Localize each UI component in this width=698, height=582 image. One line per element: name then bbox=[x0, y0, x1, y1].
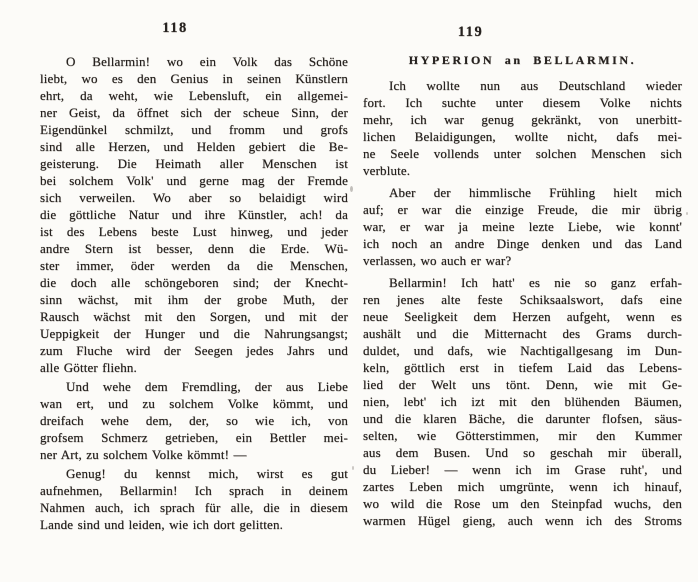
text-line: ich noch an andre Dinge denken und das Land bbox=[363, 236, 682, 251]
text-line: ren jenes alte feste Schiksaalswort, dafs eine bbox=[363, 292, 682, 307]
text-line: auf; er war die einzige Freude, die mir übrig bbox=[363, 202, 682, 217]
text-line: du Lieber! — wenn ich im Grase ruht', und bbox=[363, 462, 682, 477]
text-line: lichen Belaidigungen, wollte nicht, dafs mei- bbox=[363, 129, 682, 144]
text-line: aus dem Busen. Und so geschah mir überall, bbox=[363, 445, 682, 460]
text-line: sich verweilen. Wo aber so belaidigt wird bbox=[40, 190, 348, 205]
page-118 bbox=[40, 20, 348, 533]
text-line: ist des Lebens beste Lust hinweg, und jeder bbox=[40, 224, 348, 239]
text-line: liebt, wo es den Genius in seinen Künstlern bbox=[40, 71, 348, 86]
text-line: mehr, ich war genug gekränkt, von unerbitt- bbox=[363, 112, 682, 127]
text-line: und die klaren Bäche, die darunter flofsen, säus- bbox=[363, 411, 682, 426]
text-line: Nahmen auch, ich sprach für alle, die in diesem bbox=[40, 500, 348, 515]
text-line: aushält und die Mitternacht des Grams durch- bbox=[363, 326, 682, 341]
text-line: dreifach wehe dem, der, so wie ich, von bbox=[40, 413, 348, 428]
page-number-left: 118 bbox=[162, 20, 188, 36]
text-line: Eigendünkel schmilzt, und fromm und grofs bbox=[40, 122, 348, 137]
text-line: duldet, und dafs, wie Nachtigallgesang im Dun- bbox=[363, 343, 682, 358]
text-line: alle Götter fliehn. bbox=[40, 360, 137, 375]
paragraph bbox=[40, 53, 348, 376]
text-line: wo wild die Rose um den Steinpfad wuchs, den bbox=[363, 496, 682, 511]
text-line: sinn wächst, mit ihm der grobe Muth, der bbox=[40, 292, 348, 307]
text-line: Genug! du kennst mich, wirst es gut bbox=[66, 466, 348, 481]
text-line: ner Geist, da öffnet sich der scheue Sinn, der bbox=[40, 105, 348, 120]
section-heading: HYPERION an BELLARMIN. bbox=[408, 53, 637, 67]
text-line: die doch alle schöngeboren sind; der Knecht- bbox=[40, 275, 348, 290]
text-line: neue Seeligkeit dem Herzen aufgeht, wenn es bbox=[363, 309, 682, 324]
text-line: wan ert, und zu solchem Volke kömmt, und bbox=[40, 396, 348, 411]
text-line: grofsem Schmerz getrieben, ein Bettler mei- bbox=[40, 430, 348, 445]
paragraph bbox=[363, 184, 682, 269]
text-line: geisterung. Die Heimath aller Menschen ist bbox=[40, 156, 348, 171]
scan-speck bbox=[352, 466, 354, 470]
text-line: Bellarmin! Ich hatt' es nie so ganz erfah- bbox=[389, 275, 682, 290]
text-line: lied der Welt uns tönt. Denn, wie mit Ge- bbox=[363, 377, 682, 392]
text-line: ne Seele vollends unter solchen Menschen sich bbox=[363, 146, 682, 161]
scan-speck bbox=[350, 186, 353, 192]
paragraph bbox=[363, 274, 682, 529]
text-line: verblute. bbox=[363, 163, 411, 178]
text-line: bei solchem Volk' und gerne mag der Fremde bbox=[40, 173, 348, 188]
scan-speck bbox=[332, 338, 334, 340]
paragraph bbox=[40, 465, 348, 533]
text-line: ner Art, zu solchem Volke kömmt! — bbox=[40, 447, 247, 462]
text-line: selten, wie Götterstimmen, mir den Kummer bbox=[363, 428, 682, 443]
text-line: Lande sind und leiden, wie ich dort gelitten. bbox=[40, 517, 283, 532]
page-119-text bbox=[363, 77, 682, 529]
text-line: Aber der himmlische Frühling hielt mich bbox=[389, 185, 682, 200]
text-line: fort. Ich suchte unter diesem Volke nichts bbox=[363, 95, 682, 110]
text-line: verlassen, wo auch er war? bbox=[363, 253, 512, 268]
scan-speck bbox=[686, 212, 688, 215]
text-line: Ich wollte nun aus Deutschland wieder bbox=[389, 78, 682, 93]
text-line: nien, lebt' ich izt mit den blühenden Bäumen, bbox=[363, 394, 682, 409]
text-line: die göttliche Natur und ihre Künstler, ach! da bbox=[40, 207, 348, 222]
page-118-text bbox=[40, 53, 348, 533]
text-line: zartes Leben mich umgrünte, wenn ich hinauf, bbox=[363, 479, 682, 494]
page-119 bbox=[363, 24, 682, 529]
text-line: war, er war ja meine lezte Liebe, wie konnt' bbox=[363, 219, 682, 234]
text-line: aufnehmen, Bellarmin! Ich sprach in deinem bbox=[40, 483, 348, 498]
text-line: keln, göttlich erst in tiefem Laid das Lebens- bbox=[363, 360, 682, 375]
text-line: zum Fluche wird der Seegen jedes Jahrs und bbox=[40, 343, 348, 358]
text-line: ster immer, öder werden da die Menschen, bbox=[40, 258, 348, 273]
text-line: ehrt, da weht, wie Lebensluft, ein allgemei- bbox=[40, 88, 348, 103]
paragraph bbox=[40, 378, 348, 463]
text-line: sind alle Herzen, und Helden gebiert die Be- bbox=[40, 139, 348, 154]
text-line: O Bellarmin! wo ein Volk das Schöne bbox=[66, 54, 348, 69]
paragraph bbox=[363, 77, 682, 179]
text-line: andre Stern ist besser, denn die Erde. Wü- bbox=[40, 241, 348, 256]
page-number-right: 119 bbox=[457, 24, 484, 40]
text-line: Ueppigkeit der Hunger und die Nahrungsangst; bbox=[40, 326, 348, 341]
text-line: warmen Hügel gieng, auch wenn ich des Stroms bbox=[363, 513, 682, 528]
text-line: Und wehe dem Fremdling, der aus Liebe bbox=[66, 379, 348, 394]
text-line: Rausch wächst mit den Sorgen, und mit der bbox=[40, 309, 348, 324]
